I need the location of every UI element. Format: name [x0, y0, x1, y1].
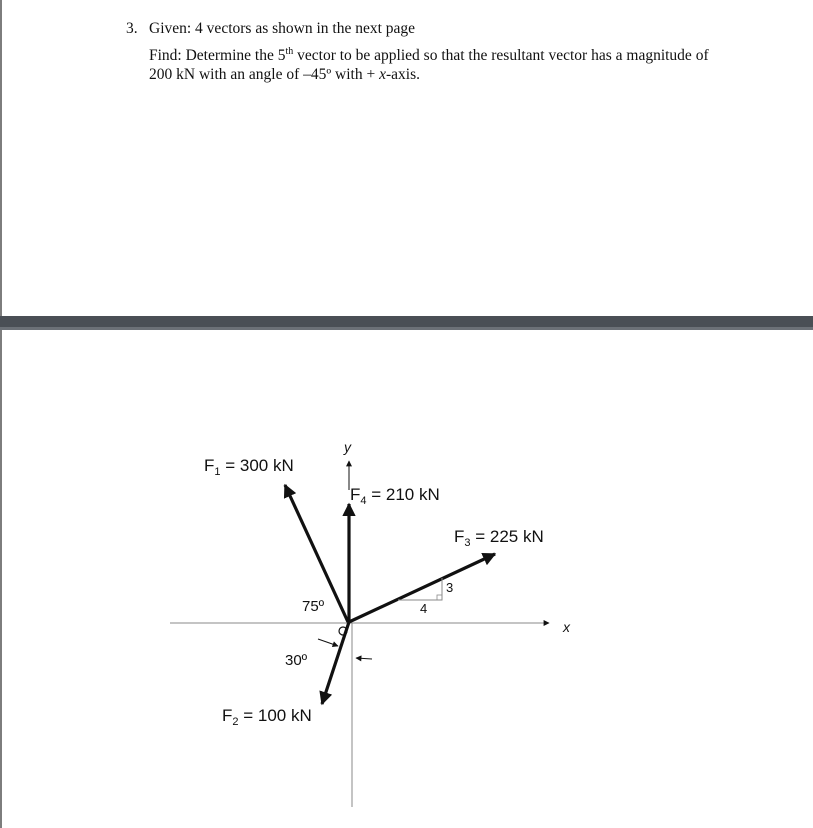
- F3-value: = 225 kN: [470, 527, 544, 546]
- F4-label: [350, 485, 440, 507]
- F4-value: = 210 kN: [366, 485, 440, 504]
- angle-arrow-30-left: [318, 639, 338, 646]
- find-axis: x: [379, 66, 386, 83]
- vector-diagram: [0, 330, 813, 828]
- F2-angle-label: 30º: [285, 652, 308, 669]
- F3-label: [454, 527, 544, 549]
- F2-name: F: [222, 706, 233, 725]
- F2-label: [222, 706, 312, 728]
- find-statement: [149, 46, 709, 84]
- page-break-divider: [0, 316, 813, 330]
- problem-page: [0, 0, 813, 316]
- given-statement: Given: 4 vectors as shown in the next page: [149, 20, 416, 37]
- slope-run-label: 4: [420, 601, 428, 616]
- F3-name: F: [454, 527, 465, 546]
- find-superscript: th: [285, 46, 294, 57]
- F1-subscript: 1: [214, 466, 221, 478]
- slope-rise-label: 3: [446, 580, 454, 595]
- problem-number: 3.: [126, 20, 138, 37]
- F1-label: [204, 456, 294, 478]
- F2-value: = 100 kN: [238, 706, 312, 725]
- F1-angle-label: 75º: [302, 598, 325, 615]
- find-prefix: Find: Determine the 5: [149, 47, 286, 64]
- F3-subscript: 3: [464, 537, 471, 549]
- angle-arrow-30-right: [356, 658, 372, 659]
- right-angle-mark: [437, 595, 442, 600]
- find-middle: vector to be applied so that the resultant vector has a magnitude of 200 kN with an angle of –45º with +: [149, 47, 709, 83]
- F4-subscript: 4: [360, 495, 367, 507]
- find-suffix: -axis.: [385, 66, 420, 83]
- F1-value: = 300 kN: [220, 456, 294, 475]
- F2-subscript: 2: [232, 716, 239, 728]
- F1-name: F: [204, 456, 215, 475]
- x-axis-label: x: [563, 619, 570, 635]
- y-axis-label: y: [344, 439, 351, 455]
- F4-name: F: [350, 485, 361, 504]
